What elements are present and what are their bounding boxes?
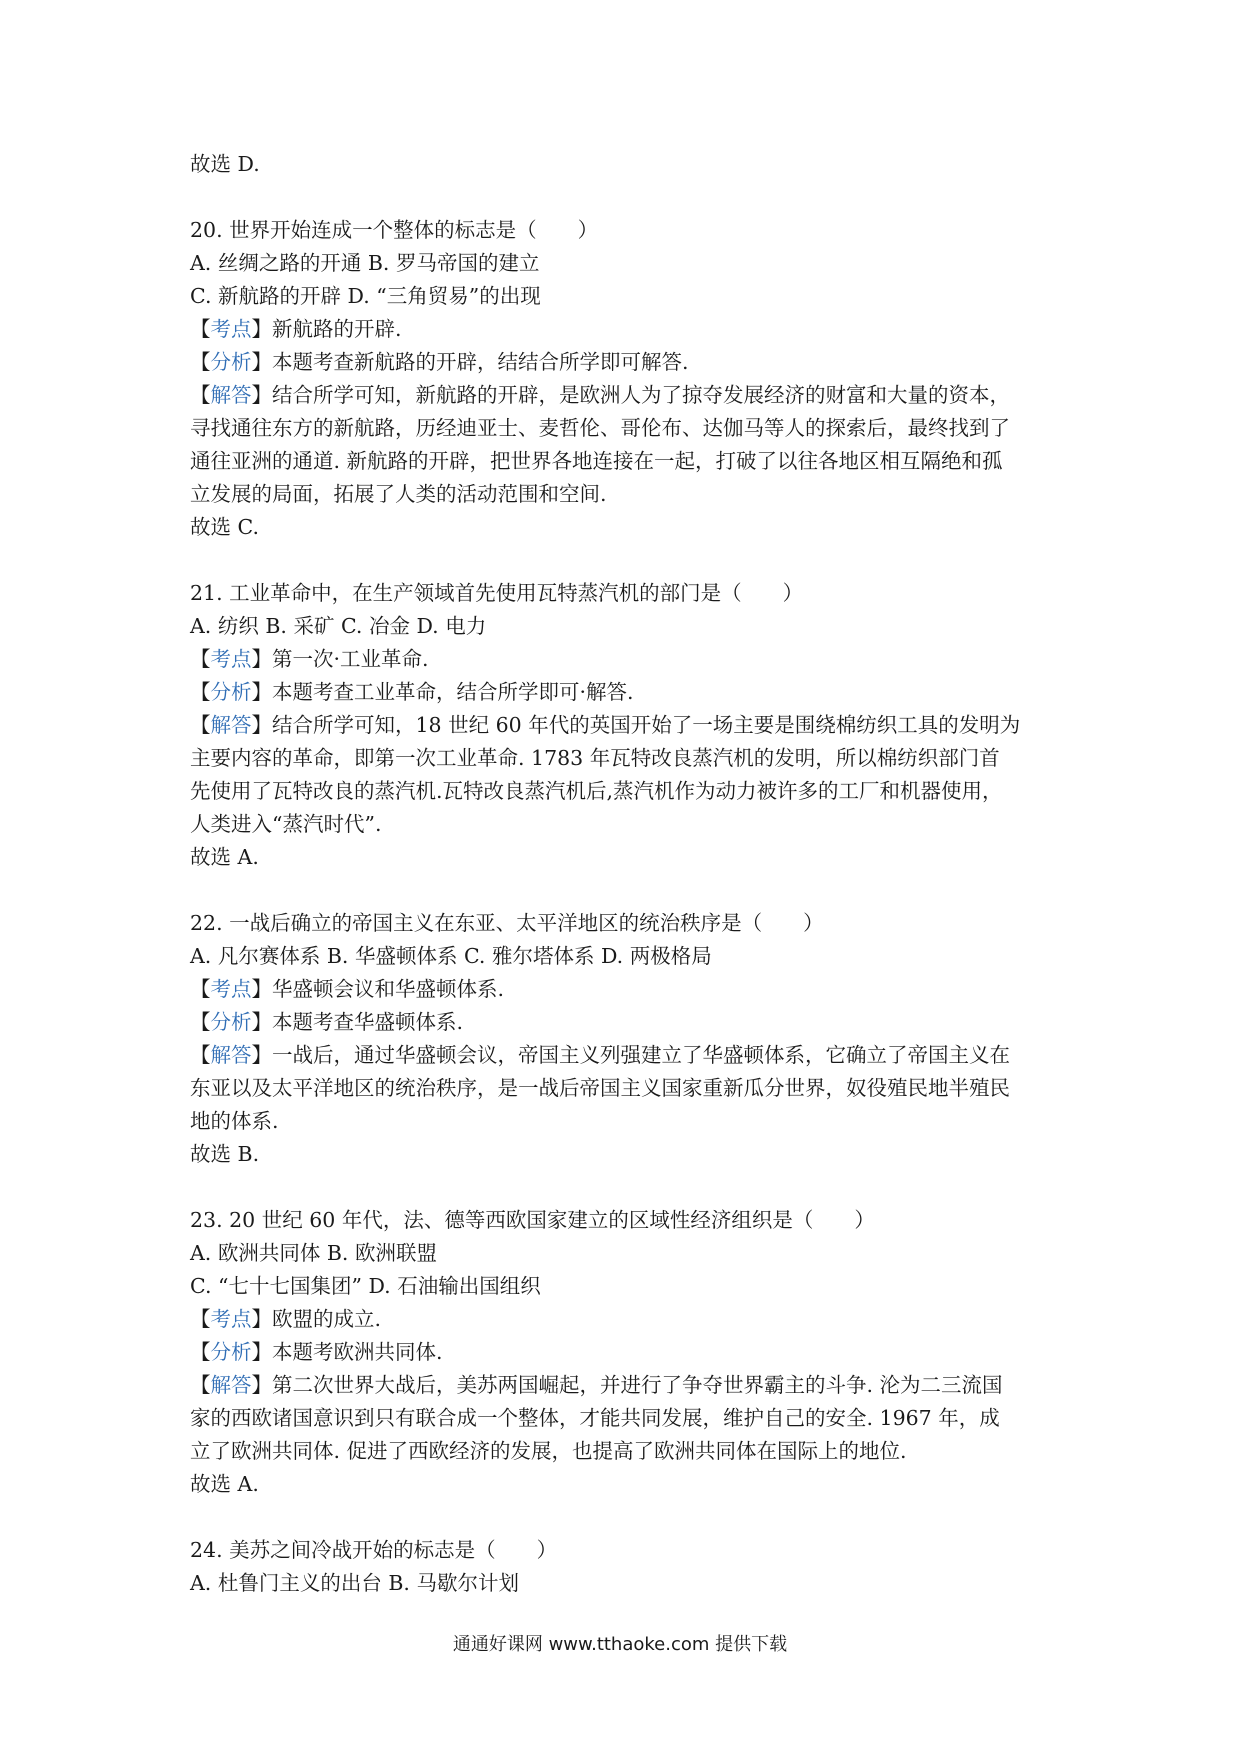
answer-line: 故选 D.	[190, 152, 260, 176]
jieda-tag: 解答	[210, 1043, 252, 1067]
spacer	[190, 1501, 1070, 1534]
jieda-tag: 解答	[210, 1373, 252, 1397]
kaodian-tag: 考点	[210, 317, 252, 341]
jieda-text: 东亚以及太平洋地区的统治秩序，是一战后帝国主义国家重新瓜分世界，奴役殖民地半殖民	[190, 1076, 1010, 1100]
jieda-text: 家的西欧诸国意识到只有联合成一个整体，才能共同发展，维护自己的安全. 1967 年，成	[190, 1406, 1000, 1430]
fenxi-text: 本题考欧洲共同体.	[272, 1340, 443, 1364]
spacer	[190, 544, 1070, 577]
option-line: A. 欧洲共同体 B. 欧洲联盟	[190, 1241, 437, 1265]
answer-line: 故选 A.	[190, 845, 259, 869]
question-block	[190, 214, 1070, 544]
kaodian-line: 【考点】第一次·工业革命.	[190, 647, 429, 671]
option-line: A. 丝绸之路的开通 B. 罗马帝国的建立	[190, 251, 540, 275]
spacer	[190, 181, 1070, 214]
kaodian-line: 【考点】华盛顿会议和华盛顿体系.	[190, 977, 505, 1001]
option-line: A. 凡尔赛体系 B. 华盛顿体系 C. 雅尔塔体系 D. 两极格局	[190, 944, 712, 968]
answer-line: 故选 B.	[190, 1142, 260, 1166]
fenxi-tag: 分析	[210, 1010, 252, 1034]
jieda-text: 先使用了瓦特改良的蒸汽机.瓦特改良蒸汽机后,蒸汽机作为动力被许多的工厂和机器使用，	[190, 779, 1003, 803]
kaodian-text: 新航路的开辟.	[272, 317, 402, 341]
question-stem: 23. 20 世纪 60 年代，法、德等西欧国家建立的区域性经济组织是（ ）	[190, 1208, 875, 1232]
option-line: A. 杜鲁门主义的出台 B. 马歇尔计划	[190, 1571, 519, 1595]
answer-line: 故选 A.	[190, 1472, 259, 1496]
kaodian-tag: 考点	[210, 1307, 252, 1331]
jieda-tag: 解答	[210, 383, 252, 407]
fenxi-line: 【分析】本题考查工业革命，结合所学即可·解答.	[190, 680, 634, 704]
fenxi-line: 【分析】本题考查新航路的开辟，结结合所学即可解答.	[190, 350, 689, 374]
question-stem: 24. 美苏之间冷战开始的标志是（ ）	[190, 1538, 558, 1562]
jieda-line: 【解答】结合所学可知，新航路的开辟，是欧洲人为了掠夺发展经济的财富和大量的资本，	[190, 383, 1010, 407]
fenxi-text: 本题考查工业革命，结合所学即可·解答.	[272, 680, 634, 704]
jieda-text: 结合所学可知，18 世纪 60 年代的英国开始了一场主要是围绕棉纺织工具的发明为	[272, 713, 1021, 737]
jieda-text: 一战后，通过华盛顿会议，帝国主义列强建立了华盛顿体系，它确立了帝国主义在	[272, 1043, 1010, 1067]
fenxi-line: 【分析】本题考查华盛顿体系.	[190, 1010, 464, 1034]
fenxi-tag: 分析	[210, 350, 252, 374]
spacer	[190, 874, 1070, 907]
fenxi-text: 本题考查华盛顿体系.	[272, 1010, 464, 1034]
jieda-text: 地的体系.	[190, 1109, 279, 1133]
fenxi-text: 本题考查新航路的开辟，结结合所学即可解答.	[272, 350, 689, 374]
fenxi-line: 【分析】本题考欧洲共同体.	[190, 1340, 443, 1364]
jieda-text: 寻找通往东方的新航路，历经迪亚士、麦哲伦、哥伦布、达伽马等人的探索后，最终找到了	[190, 416, 1010, 440]
fenxi-tag: 分析	[210, 680, 252, 704]
option-line: C. “七十七国集团” D. 石油输出国组织	[190, 1274, 541, 1298]
kaodian-tag: 考点	[210, 977, 252, 1001]
document-body	[190, 148, 1070, 1600]
option-line: C. 新航路的开辟 D. “三角贸易”的出现	[190, 284, 541, 308]
jieda-text: 立了欧洲共同体. 促进了西欧经济的发展，也提高了欧洲共同体在国际上的地位.	[190, 1439, 907, 1463]
kaodian-line: 【考点】欧盟的成立.	[190, 1307, 382, 1331]
question-stem: 21. 工业革命中，在生产领域首先使用瓦特蒸汽机的部门是（ ）	[190, 581, 804, 605]
jieda-text: 第二次世界大战后，美苏两国崛起，并进行了争夺世界霸主的斗争. 沦为二三流国	[272, 1373, 1003, 1397]
kaodian-line: 【考点】新航路的开辟.	[190, 317, 402, 341]
fenxi-tag: 分析	[210, 1340, 252, 1364]
kaodian-text: 第一次·工业革命.	[272, 647, 429, 671]
answer-line: 故选 C.	[190, 515, 259, 539]
jieda-tag: 解答	[210, 713, 252, 737]
jieda-text: 主要内容的革命，即第一次工业革命. 1783 年瓦特改良蒸汽机的发明，所以棉纺织部门首	[190, 746, 1000, 770]
question-block	[190, 1204, 1070, 1501]
question-block	[190, 1534, 1070, 1600]
jieda-text: 立发展的局面，拓展了人类的活动范围和空间.	[190, 482, 607, 506]
jieda-line: 【解答】一战后，通过华盛顿会议，帝国主义列强建立了华盛顿体系，它确立了帝国主义在	[190, 1043, 1010, 1067]
jieda-line: 【解答】结合所学可知，18 世纪 60 年代的英国开始了一场主要是围绕棉纺织工具的发明为	[190, 713, 1021, 737]
question-stem: 20. 世界开始连成一个整体的标志是（ ）	[190, 218, 599, 242]
kaodian-text: 华盛顿会议和华盛顿体系.	[272, 977, 505, 1001]
kaodian-text: 欧盟的成立.	[272, 1307, 382, 1331]
spacer	[190, 1171, 1070, 1204]
option-line: A. 纺织 B. 采矿 C. 冶金 D. 电力	[190, 614, 487, 638]
question-block	[190, 907, 1070, 1171]
kaodian-tag: 考点	[210, 647, 252, 671]
jieda-text: 结合所学可知，新航路的开辟，是欧洲人为了掠夺发展经济的财富和大量的资本，	[272, 383, 1010, 407]
jieda-text: 通往亚洲的通道. 新航路的开辟，把世界各地连接在一起，打破了以往各地区相互隔绝和孤	[190, 449, 1003, 473]
page-footer: 通通好课网 www.tthaoke.com 提供下载	[452, 1634, 788, 1655]
jieda-line: 【解答】第二次世界大战后，美苏两国崛起，并进行了争夺世界霸主的斗争. 沦为二三流国	[190, 1373, 1003, 1397]
question-block	[190, 577, 1070, 874]
jieda-text: 人类进入“蒸汽时代”.	[190, 812, 382, 836]
question-stem: 22. 一战后确立的帝国主义在东亚、太平洋地区的统治秩序是（ ）	[190, 911, 824, 935]
